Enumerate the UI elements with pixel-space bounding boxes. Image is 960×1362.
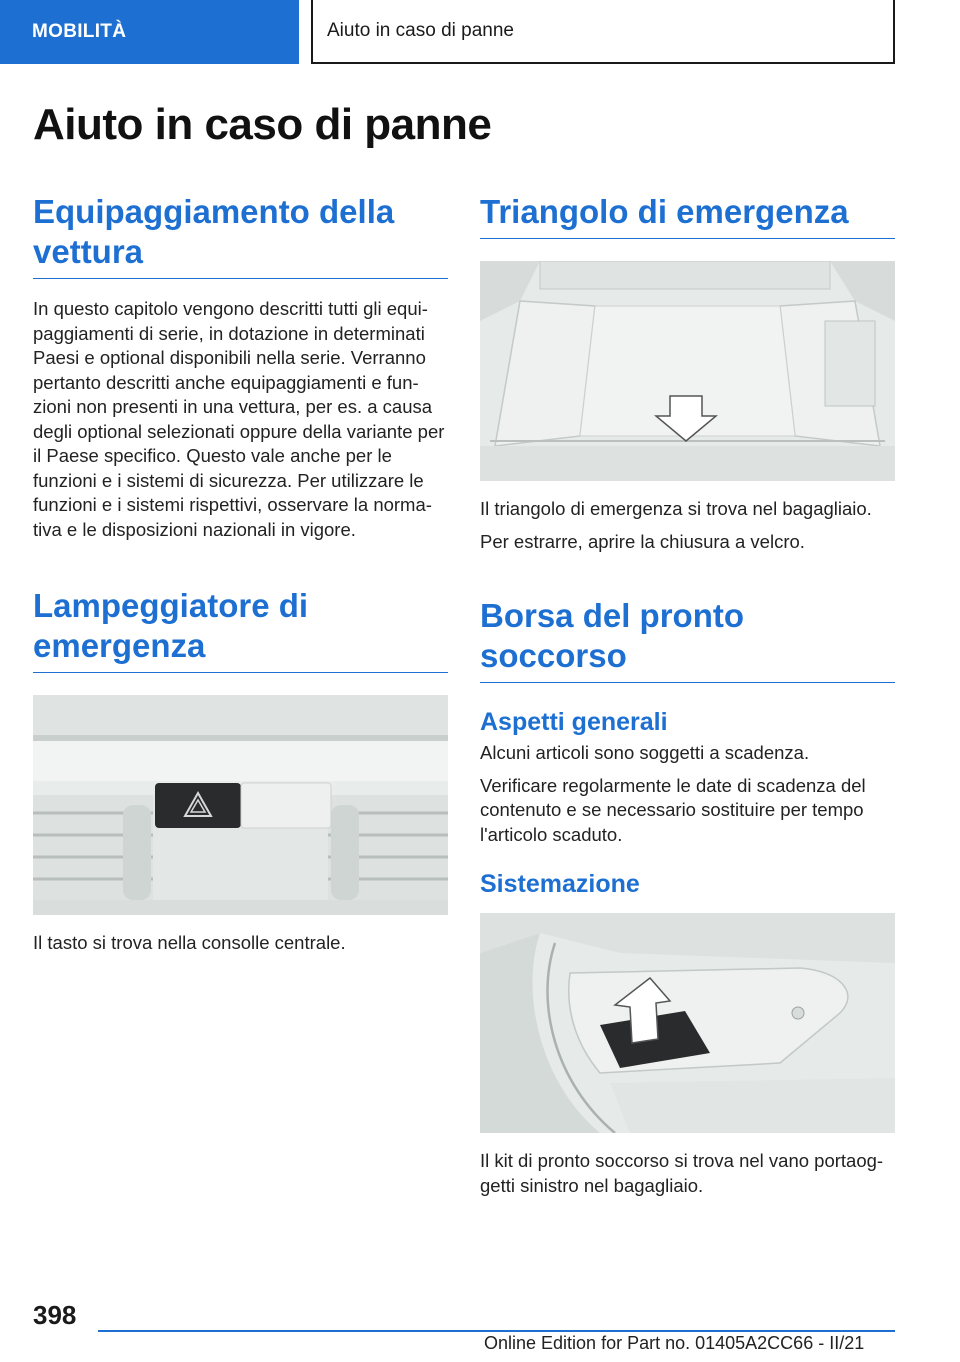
page-number: 398 bbox=[33, 1300, 77, 1330]
section-header bbox=[311, 0, 895, 64]
general-text-2: Verificare regolarmente le date di scadenza del contenuto e se necessario sostituire per tempo l'articolo scaduto. bbox=[480, 774, 866, 845]
general-heading: Aspetti generali bbox=[480, 708, 668, 736]
left-column bbox=[33, 192, 448, 956]
firstaid-heading: Borsa del pronto soccorso bbox=[480, 596, 895, 683]
right-column bbox=[480, 192, 895, 1198]
general-text-1: Alcuni articoli sono soggetti a scadenza. bbox=[480, 742, 810, 763]
placement-text: Il kit di pronto soccorso si trova nel vano portaog-getti sinistro nel bagagliaio. bbox=[480, 1150, 884, 1196]
firstaid-compartment-illustration bbox=[480, 913, 895, 1133]
equipment-text: In questo capitolo vengono descritti tutti gli equi-paggiamenti di serie, in dotazione in determinati Paesi e optional disponibili nella serie. Verranno pertanto descritti anche equipaggiamenti e fun-zioni non presenti in una vettura, per es. a causa degli optional selezionati oppure della variante per il Paese specifico. Questo vale anche per le funzioni e i sistemi di sicurezza. Per utilizzare le funzioni e i sistemi rispettivi, osservare la norma-tiva e le disposizioni nazionali in vigore. bbox=[33, 298, 445, 540]
trunk-triangle-illustration bbox=[480, 261, 895, 481]
section-label: Aiuto in caso di panne bbox=[327, 20, 514, 41]
edition-text: Online Edition for Part no. 01405A2CC66 - II/21 bbox=[484, 1333, 865, 1353]
chapter-tab[interactable] bbox=[0, 0, 299, 64]
hazard-console-illustration bbox=[33, 695, 448, 915]
hazard-button-icon bbox=[155, 783, 241, 828]
hazard-button-image bbox=[33, 695, 448, 915]
hazard-heading: Lampeggiatore di emergenza bbox=[33, 586, 448, 673]
page-title: Aiuto in caso di panne bbox=[33, 100, 492, 149]
left-vent-icon bbox=[33, 795, 153, 900]
triangle-text-2: Per estrarre, aprire la chiusura a velcro. bbox=[480, 530, 805, 552]
triangle-text-1: Il triangolo di emergenza si trova nel bagagliaio. bbox=[480, 498, 872, 519]
trunk-triangle-image bbox=[480, 261, 895, 481]
chapter-label: MOBILITÀ bbox=[32, 21, 127, 42]
right-vent-icon bbox=[328, 795, 448, 900]
hazard-caption: Il tasto si trova nella consolle centrale. bbox=[33, 932, 346, 953]
firstaid-kit-image bbox=[480, 913, 895, 1133]
triangle-heading: Triangolo di emergenza bbox=[480, 192, 895, 239]
footer-divider bbox=[98, 1330, 895, 1332]
placement-heading: Sistemazione bbox=[480, 870, 640, 898]
equipment-heading: Equipaggiamento della vettura bbox=[33, 192, 448, 279]
